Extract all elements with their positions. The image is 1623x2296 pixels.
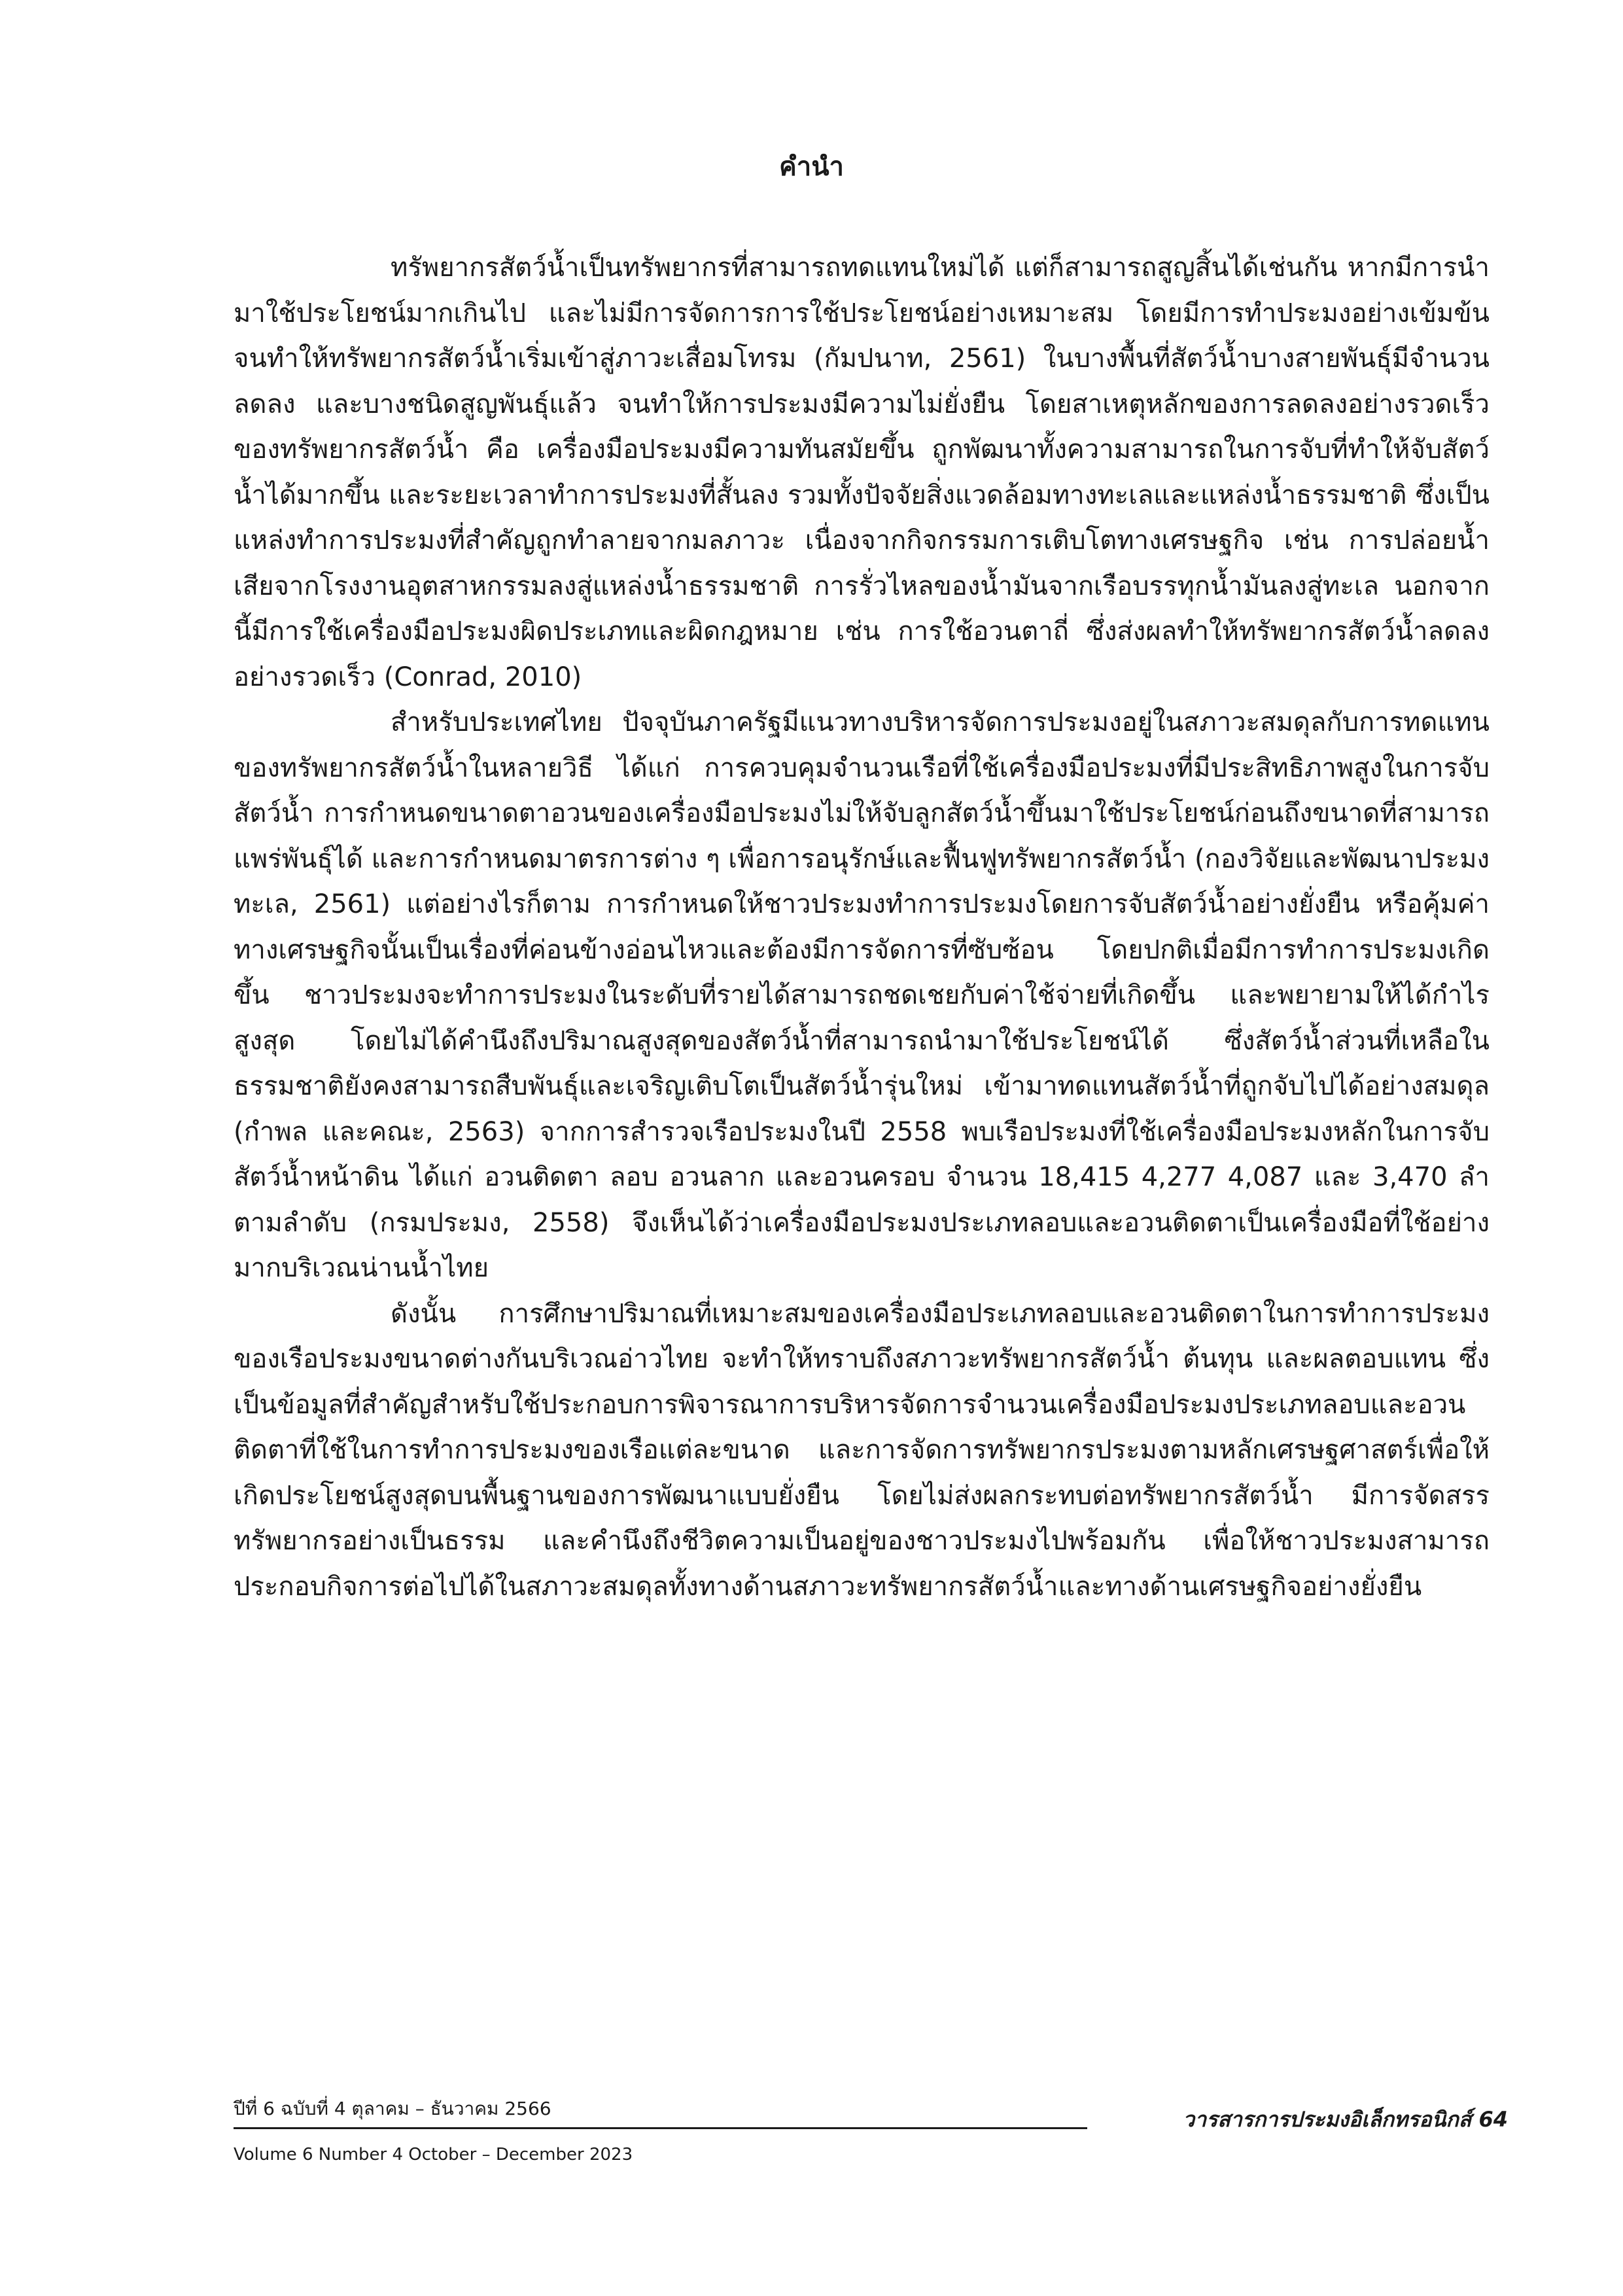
body-text (234, 245, 1490, 1610)
paragraph-1: ทรัพยากรสัตว์น้ำเป็นทรัพยากรที่สามารถทดแทนใหม่ได้ แต่ก็สามารถสูญสิ้นได้เช่นกัน หากมีการนำมาใช้ประโยชน์มากเกินไป และไม่มีการจัดการการใช้ประโยชน์อย่างเหมาะสม โดยมีการทำประมงอย่างเข้มข้นจนทำให้ทรัพยากรสัตว์น้ำเริ่มเข้าสู่ภาวะเสื่อมโทรม (กัมปนาท, 2561) ในบางพื้นที่สัตว์น้ำบางสายพันธุ์มีจำนวนลดลง และบางชนิดสูญพันธุ์แล้ว จนทำให้การประมงมีความไม่ยั่งยืน โดยสาเหตุหลักของการลดลงอย่างรวดเร็วของทรัพยากรสัตว์น้ำ คือ เครื่องมือประมงมีความทันสมัยขึ้น ถูกพัฒนาทั้งความสามารถในการจับที่ทำให้จับสัตว์น้ำได้มากขึ้น และระยะเวลาทำการประมงที่สั้นลง รวมทั้งปัจจัยสิ่งแวดล้อมทางทะเลและแหล่งน้ำธรรมชาติ ซึ่งเป็นแหล่งทำการประมงที่สำคัญถูกทำลายจากมลภาวะ เนื่องจากกิจกรรมการเติบโตทางเศรษฐกิจ เช่น การปล่อยน้ำเสียจากโรงงานอุตสาหกรรมลงสู่แหล่งน้ำธรรมชาติ การรั่วไหลของน้ำมันจากเรือบรรทุกน้ำมันลงสู่ทะเล นอกจากนี้มีการใช้เครื่องมือประมงผิดประเภทและผิดกฎหมาย เช่น การใช้อวนตาถี่ ซึ่งส่งผลทำให้ทรัพยากรสัตว์น้ำลดลงอย่างรวดเร็ว (Conrad, 2010) (234, 253, 1490, 692)
footer-journal-page: วารสารการประมงอิเล็กทรอนิกส์ 64 (1183, 2107, 1508, 2132)
page-title: คำนำ (778, 152, 845, 182)
footer-divider (234, 2127, 1087, 2129)
paragraph-2: สำหรับประเทศไทย ปัจจุบันภาครัฐมีแนวทางบริหารจัดการประมงอยู่ในสภาวะสมดุลกับการทดแทนของทรัพยากรสัตว์น้ำในหลายวิธี ได้แก่ การควบคุมจำนวนเรือที่ใช้เครื่องมือประมงที่มีประสิทธิภาพสูงในการจับสัตว์น้ำ การกำหนดขนาดตาอวนของเครื่องมือประมงไม่ให้จับลูกสัตว์น้ำขึ้นมาใช้ประโยชน์ก่อนถึงขนาดที่สามารถแพร่พันธุ์ได้ และการกำหนดมาตรการต่าง ๆ เพื่อการอนุรักษ์และฟื้นฟูทรัพยากรสัตว์น้ำ (กองวิจัยและพัฒนาประมงทะเล, 2561) แต่อย่างไรก็ตาม การกำหนดให้ชาวประมงทำการประมงโดยการจับสัตว์น้ำอย่างยั่งยืน หรือคุ้มค่าทางเศรษฐกิจนั้นเป็นเรื่องที่ค่อนข้างอ่อนไหวและต้องมีการจัดการที่ซับซ้อน โดยปกติเมื่อมีการทำการประมงเกิดขึ้น ชาวประมงจะทำการประมงในระดับที่รายได้สามารถชดเชยกับค่าใช้จ่ายที่เกิดขึ้น และพยายามให้ได้กำไรสูงสุด โดยไม่ได้คำนึงถึงปริมาณสูงสุดของสัตว์น้ำที่สามารถนำมาใช้ประโยชน์ได้ ซึ่งสัตว์น้ำส่วนที่เหลือในธรรมชาติยังคงสามารถสืบพันธุ์และเจริญเติบโตเป็นสัตว์น้ำรุ่นใหม่ เข้ามาทดแทนสัตว์น้ำที่ถูกจับไปได้อย่างสมดุล (กำพล และคณะ, 2563) จากการสำรวจเรือประมงในปี 2558 พบเรือประมงที่ใช้เครื่องมือประมงหลักในการจับสัตว์น้ำหน้าดิน ได้แก่ อวนติดตา ลอบ อวนลาก และอวนครอบ จำนวน 18,415 4,277 4,087 และ 3,470 ลำ ตามลำดับ (กรมประมง, 2558) จึงเห็นได้ว่าเครื่องมือประมงประเภทลอบและอวนติดตาเป็นเครื่องมือที่ใช้อย่างมากบริเวณน่านน้ำไทย (234, 707, 1490, 1283)
footer-issue-thai: ปีที่ 6 ฉบับที่ 4 ตุลาคม – ธันวาคม 2566 (234, 2098, 551, 2119)
footer-issue-english: Volume 6 Number 4 October – December 2023 (234, 2145, 633, 2164)
paragraph-3: ดังนั้น การศึกษาปริมาณที่เหมาะสมของเครื่องมือประเภทลอบและอวนติดตาในการทำการประมงของเรือประมงขนาดต่างกันบริเวณอ่าวไทย จะทำให้ทราบถึงสภาวะทรัพยากรสัตว์น้ำ ต้นทุน และผลตอบแทน ซึ่งเป็นข้อมูลที่สำคัญสำหรับใช้ประกอบการพิจารณาการบริหารจัดการจำนวนเครื่องมือประมงประเภทลอบและอวนติดตาที่ใช้ในการทำการประมงของเรือแต่ละขนาด และการจัดการทรัพยากรประมงตามหลักเศรษฐศาสตร์เพื่อให้เกิดประโยชน์สูงสุดบนพื้นฐานของการพัฒนาแบบยั่งยืน โดยไม่ส่งผลกระทบต่อทรัพยากรสัตว์น้ำ มีการจัดสรรทรัพยากรอย่างเป็นธรรม และคำนึงถึงชีวิตความเป็นอยู่ของชาวประมงไปพร้อมกัน เพื่อให้ชาวประมงสามารถประกอบกิจการต่อไปได้ในสภาวะสมดุลทั้งทางด้านสภาวะทรัพยากรสัตว์น้ำและทางด้านเศรษฐกิจอย่างยั่งยืน (234, 1298, 1490, 1602)
